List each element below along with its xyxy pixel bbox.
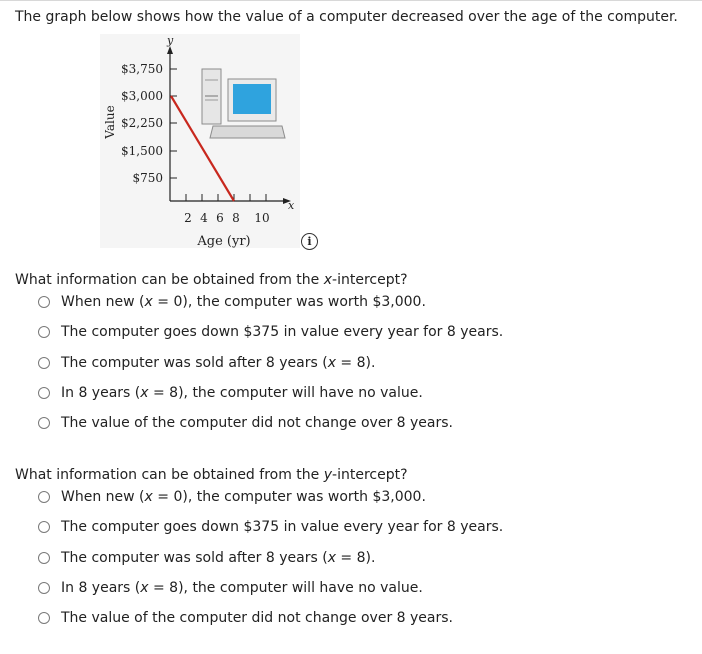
option-text: When new ( bbox=[61, 489, 145, 506]
y-axis-symbol: y bbox=[167, 34, 174, 47]
option-text: In 8 years ( bbox=[61, 580, 141, 597]
y-axis-label: Value bbox=[103, 105, 117, 139]
option-text: When new ( bbox=[61, 294, 145, 311]
y-tick-label: $2,250 bbox=[121, 116, 163, 130]
option-text: = 8), the computer will have no value. bbox=[148, 385, 423, 402]
option-text: The value of the computer did not change over 8 years. bbox=[61, 415, 453, 432]
y-tick-label: $3,000 bbox=[121, 89, 163, 103]
x-axis-label: Age (yr) bbox=[197, 234, 251, 248]
option-text: The computer goes down $375 in value every year for 8 years. bbox=[61, 324, 504, 341]
option-text: = 0), the computer was worth $3,000. bbox=[152, 489, 426, 506]
graph-svg bbox=[100, 34, 300, 248]
y-tick-label: $1,500 bbox=[121, 144, 163, 158]
q1-option-4[interactable] bbox=[38, 378, 503, 408]
option-text: The computer goes down $375 in value every year for 8 years. bbox=[61, 519, 504, 536]
q2-option-3[interactable] bbox=[38, 543, 503, 573]
prompt-text: What information can be obtained from the bbox=[15, 467, 324, 483]
option-text: = 8). bbox=[335, 549, 376, 566]
radio-button[interactable] bbox=[38, 521, 50, 533]
option-label bbox=[61, 580, 423, 596]
question-2-options bbox=[38, 482, 503, 633]
option-label bbox=[61, 519, 503, 535]
radio-button[interactable] bbox=[38, 387, 50, 399]
radio-button[interactable] bbox=[38, 417, 50, 429]
computer-illustration bbox=[202, 69, 285, 138]
monitor-screen bbox=[233, 84, 271, 114]
y-tick-label: $750 bbox=[132, 171, 163, 185]
option-var: x bbox=[144, 294, 153, 311]
option-text: In 8 years ( bbox=[61, 385, 141, 402]
radio-button[interactable] bbox=[38, 357, 50, 369]
option-label bbox=[61, 415, 453, 431]
radio-button[interactable] bbox=[38, 582, 50, 594]
option-text: = 0), the computer was worth $3,000. bbox=[152, 294, 426, 311]
option-text: The value of the computer did not change over 8 years. bbox=[61, 610, 453, 627]
option-text: The computer was sold after 8 years ( bbox=[61, 549, 328, 566]
prompt-var: x bbox=[323, 272, 333, 288]
option-var: x bbox=[140, 580, 149, 597]
option-var: x bbox=[327, 549, 336, 566]
q2-option-1[interactable] bbox=[38, 482, 503, 512]
option-label bbox=[61, 550, 375, 566]
option-var: x bbox=[327, 354, 336, 371]
radio-button[interactable] bbox=[38, 552, 50, 564]
prompt-text: What information can be obtained from the bbox=[15, 272, 324, 288]
option-label bbox=[61, 489, 426, 505]
q1-option-3[interactable] bbox=[38, 348, 503, 378]
option-var: x bbox=[140, 385, 149, 402]
prompt-text: -intercept? bbox=[332, 467, 408, 483]
info-button[interactable] bbox=[301, 233, 318, 250]
prompt-text: -intercept? bbox=[332, 272, 408, 288]
option-text: = 8), the computer will have no value. bbox=[148, 580, 423, 597]
x-tick-label: 2 bbox=[184, 211, 192, 225]
q1-option-1[interactable] bbox=[38, 287, 503, 317]
radio-button[interactable] bbox=[38, 296, 50, 308]
q1-option-2[interactable] bbox=[38, 317, 503, 347]
option-label bbox=[61, 385, 423, 401]
x-tick-label: 8 bbox=[232, 211, 240, 225]
y-tick-label: $3,750 bbox=[121, 62, 163, 76]
radio-button[interactable] bbox=[38, 326, 50, 338]
q2-option-4[interactable] bbox=[38, 573, 503, 603]
x-axis-symbol: x bbox=[288, 199, 295, 212]
value-age-graph bbox=[100, 34, 300, 248]
radio-button[interactable] bbox=[38, 612, 50, 624]
option-text: The computer was sold after 8 years ( bbox=[61, 354, 328, 371]
q2-option-2[interactable] bbox=[38, 512, 503, 542]
top-divider bbox=[0, 0, 702, 1]
radio-button[interactable] bbox=[38, 491, 50, 503]
q1-option-5[interactable] bbox=[38, 408, 503, 438]
option-label bbox=[61, 324, 503, 340]
q2-option-5[interactable] bbox=[38, 603, 503, 633]
question-2-prompt bbox=[15, 467, 408, 483]
option-label bbox=[61, 355, 375, 371]
intro-text: The graph below shows how the value of a computer decreased over the age of the computer. bbox=[15, 9, 678, 25]
question-1-prompt bbox=[15, 272, 408, 288]
info-icon: i bbox=[307, 235, 312, 248]
option-text: = 8). bbox=[335, 354, 376, 371]
prompt-var: y bbox=[323, 467, 333, 483]
x-tick-label: 10 bbox=[254, 211, 270, 225]
option-label bbox=[61, 294, 426, 310]
x-tick-label: 6 bbox=[216, 211, 224, 225]
question-1-options bbox=[38, 287, 503, 438]
option-label bbox=[61, 610, 453, 626]
keyboard bbox=[210, 126, 285, 138]
x-tick-label: 4 bbox=[200, 211, 208, 225]
option-var: x bbox=[144, 489, 153, 506]
